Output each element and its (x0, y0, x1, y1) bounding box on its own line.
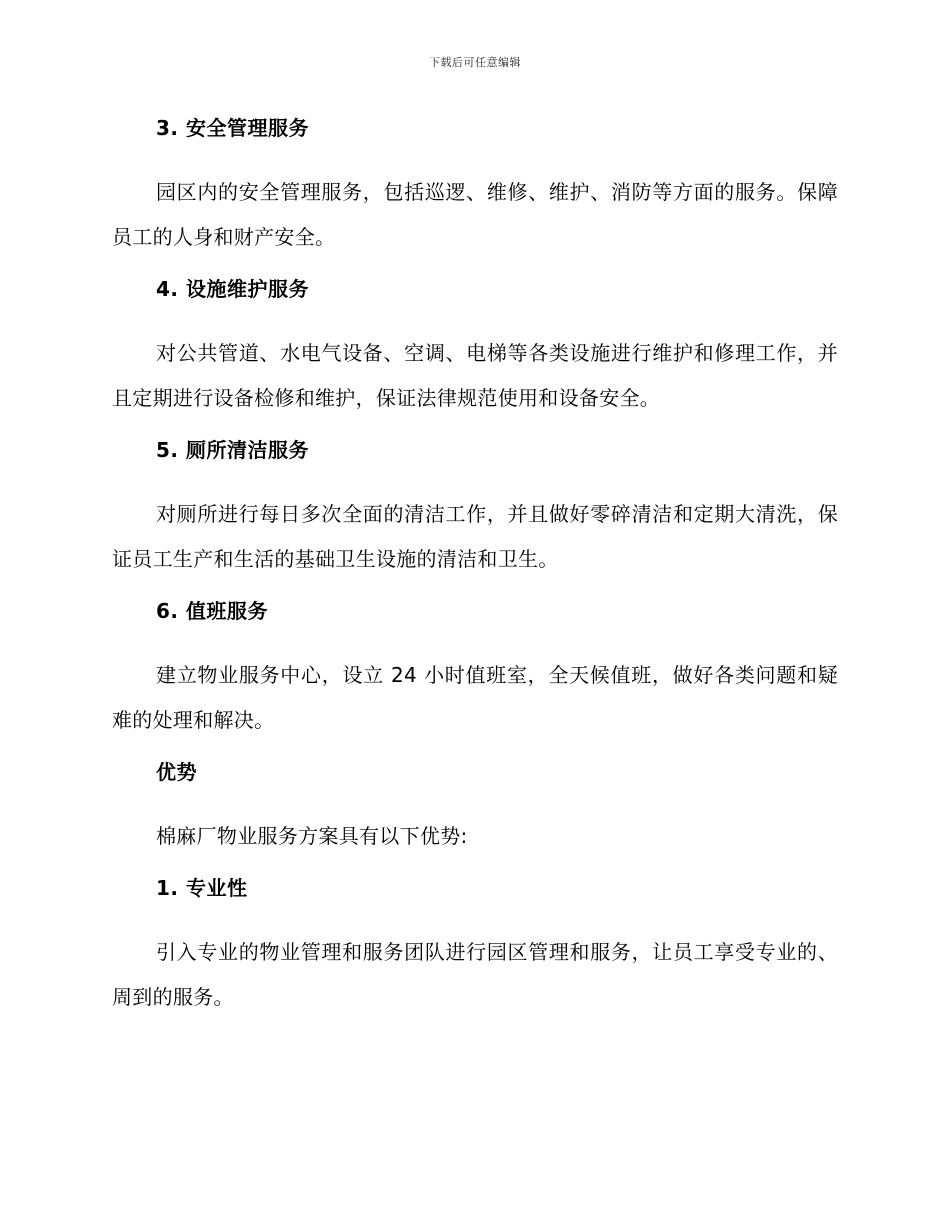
section-heading-professionalism: 1. 专业性 (156, 876, 248, 900)
paragraph-facility-maintenance: 对公共管道、水电气设备、空调、电梯等各类设施进行维护和修理工作，并且定期进行设备检修和维护，保证法律规范使用和设备安全。 (112, 341, 838, 410)
paragraph-restroom-cleaning: 对厕所进行每日多次全面的清洁工作，并且做好零碎清洁和定期大清洗，保证员工生产和生活的基础卫生设施的清洁和卫生。 (112, 502, 838, 571)
page-header: 下载后可任意编辑 (429, 56, 521, 69)
section-heading-security: 3. 安全管理服务 (156, 116, 309, 140)
section-heading-advantages: 优势 (156, 760, 197, 784)
section-heading-duty-service: 6. 值班服务 (156, 599, 268, 623)
paragraph-duty-service: 建立物业服务中心，设立 24 小时值班室，全天候值班，做好各类问题和疑难的处理和解决。 (112, 663, 838, 732)
paragraph-security: 园区内的安全管理服务，包括巡逻、维修、维护、消防等方面的服务。保障员工的人身和财产安全。 (112, 180, 838, 249)
document-body (112, 112, 838, 1033)
paragraph-professionalism: 引入专业的物业管理和服务团队进行园区管理和服务，让员工享受专业的、周到的服务。 (112, 940, 838, 1009)
section-heading-restroom-cleaning: 5. 厕所清洁服务 (156, 438, 309, 462)
section-heading-facility-maintenance: 4. 设施维护服务 (156, 277, 309, 301)
paragraph-advantages-intro: 棉麻厂物业服务方案具有以下优势: (156, 824, 468, 848)
